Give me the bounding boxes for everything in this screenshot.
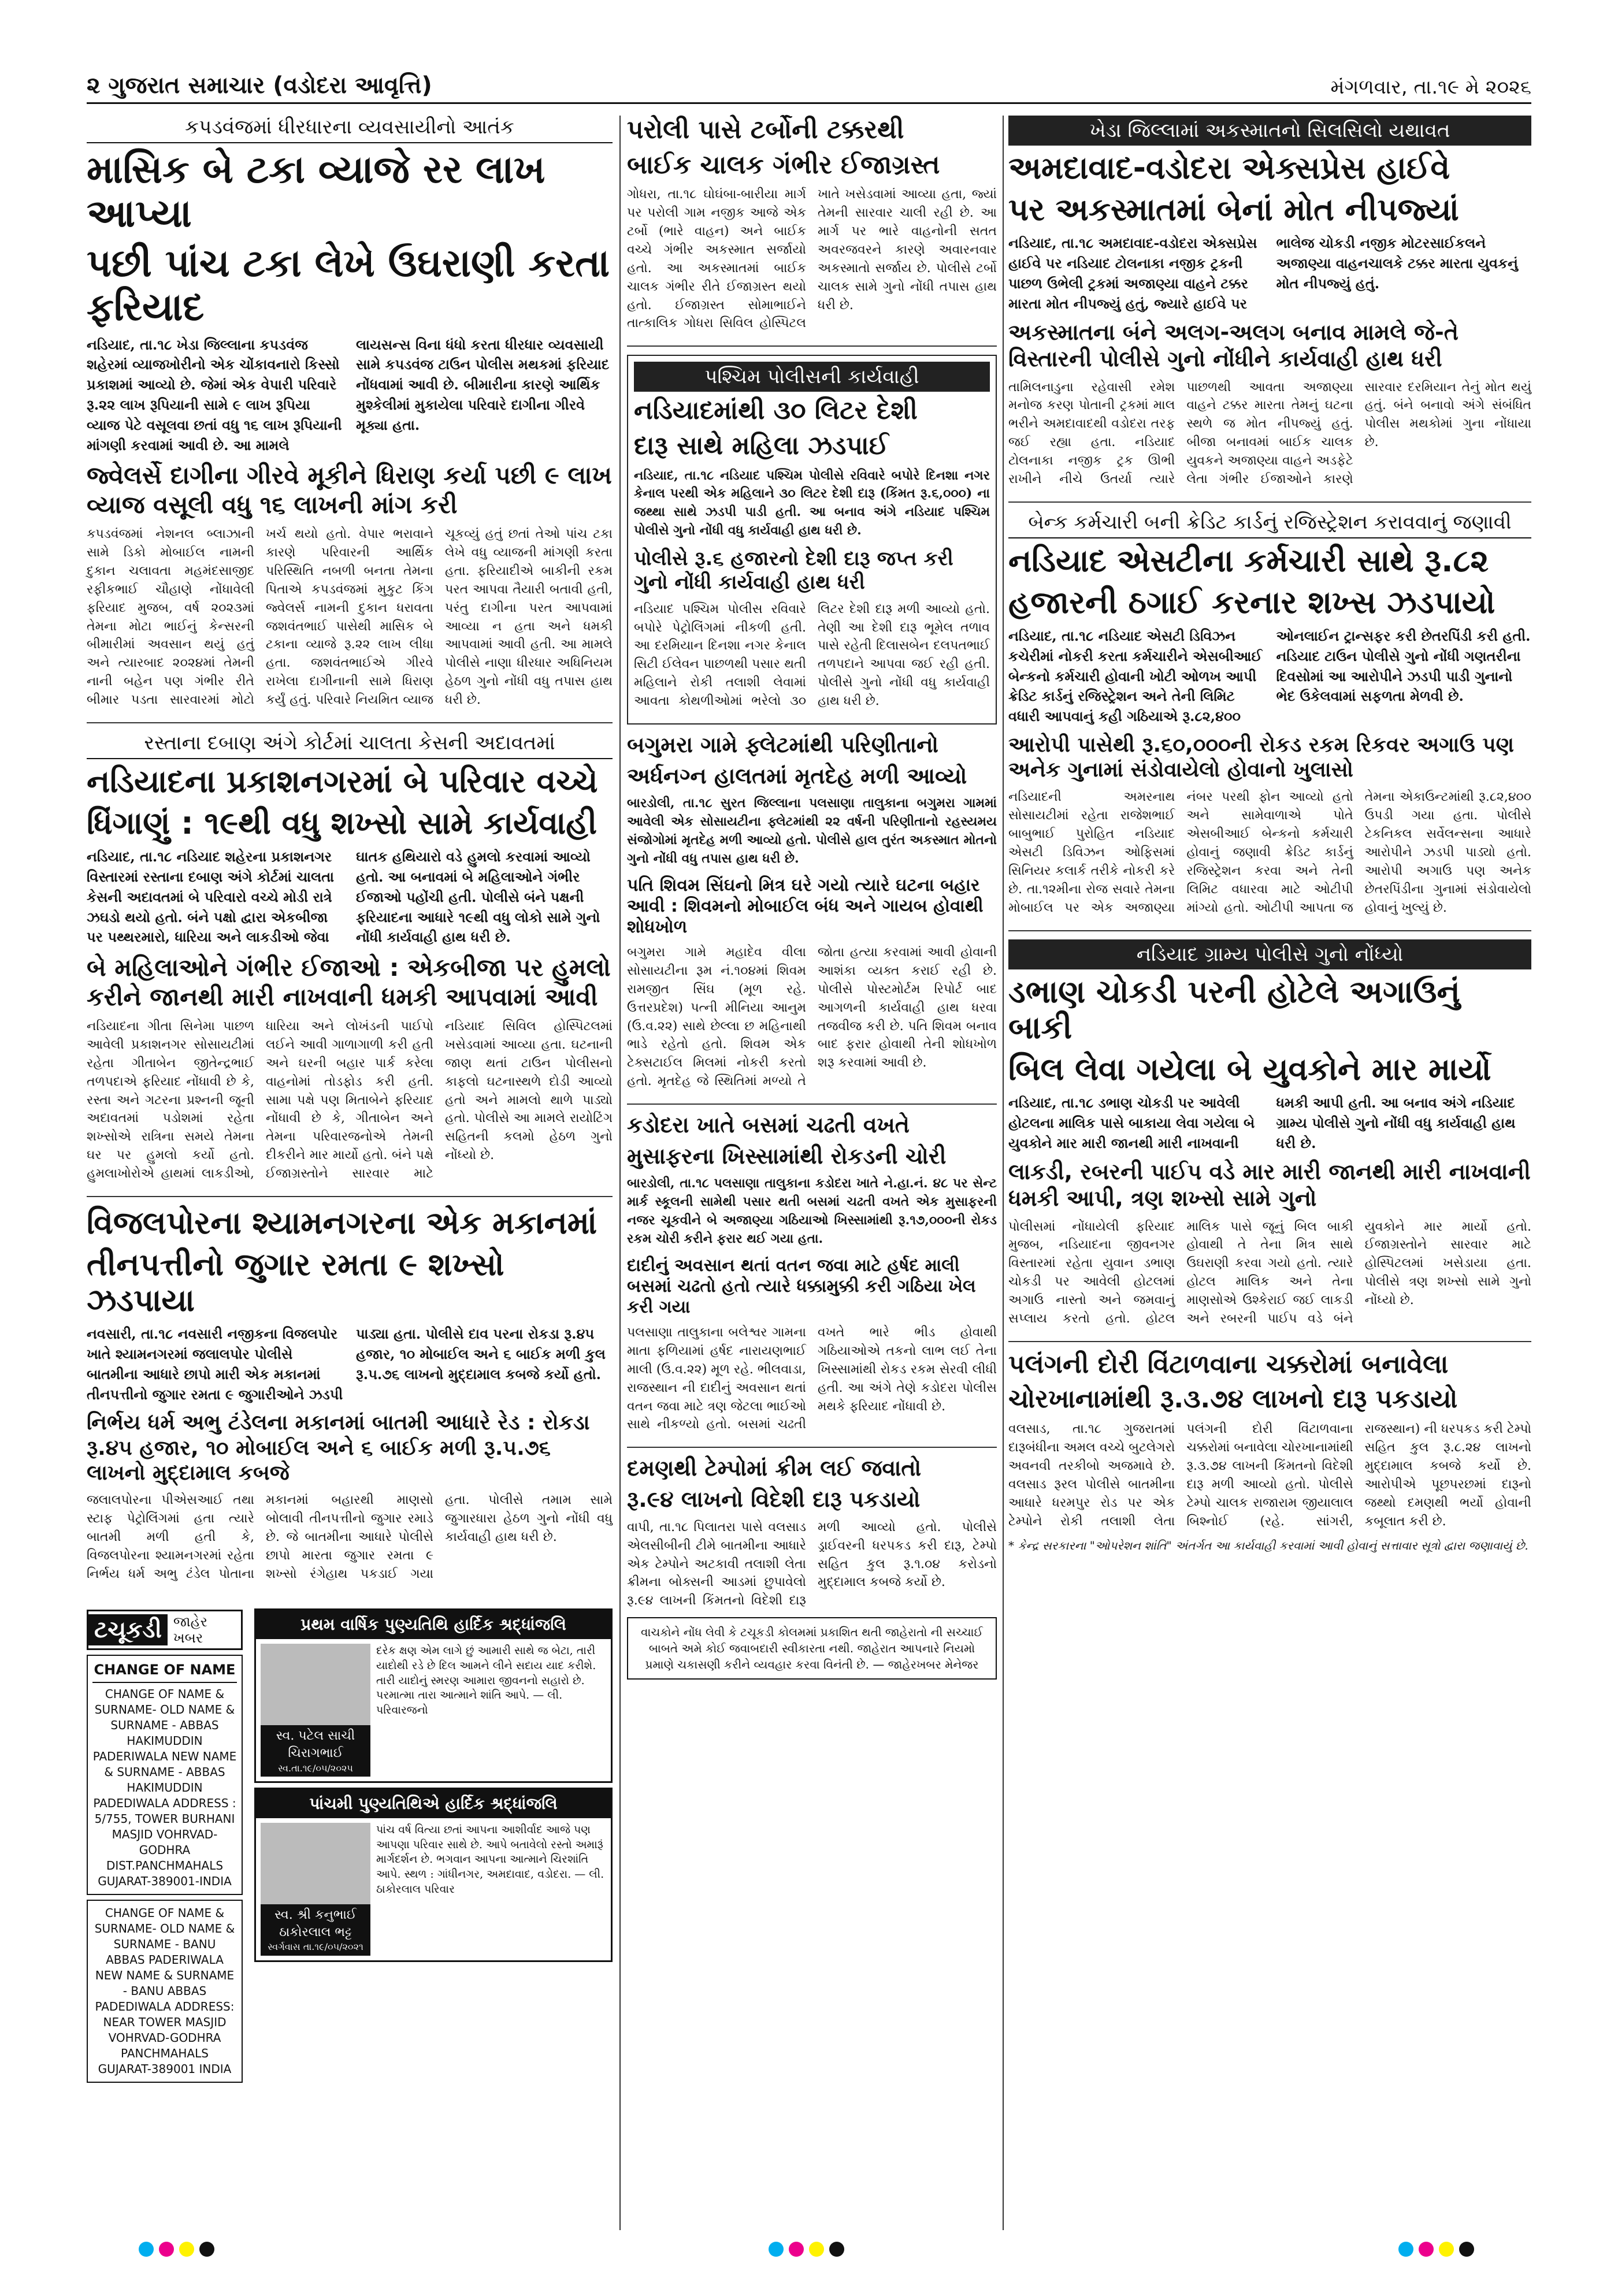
headline: પરોલી પાસે ટર્બોની ટક્કરથી bbox=[627, 115, 904, 144]
subheadline: આરોપી પાસેથી રૂ.૬૦,૦૦૦ની રોકડ રકમ રિકવર અગાઉ પણ અનેક ગુનામાં સંડોવાયેલો હોવાનો ખુલાસો bbox=[1008, 733, 1515, 782]
story-vijalpor bbox=[87, 1205, 613, 1596]
kicker: નડિયાદ ગ્રામ્ય પોલીસે ગુનો નોંધ્યો bbox=[1008, 939, 1531, 969]
headline: રૂ.૯૪ લાખનો વિદેશી દારૂ પકડાયો bbox=[627, 1487, 921, 1513]
color-bar-magenta-icon bbox=[1419, 2242, 1434, 2257]
classified-title: CHANGE OF NAME bbox=[92, 1660, 237, 1682]
classifieds-logo bbox=[87, 1610, 243, 1650]
memorial-name: સ્વ. પટેલ સાચી ચિરાગભાઈ bbox=[276, 1729, 355, 1760]
story-body: ગોધરા, તા.૧૮ ઘોઘંબા-બારીયા માર્ગ પર પરોલી ગામ નજીક આજે એક ટર્બો (ભારે વાહન) અને બાઈક વચ્ચે ગંભીર અકસ્માત સર્જાયો હતો. આ અકસ્માતમાં બાઈક ચાલક ગંભીર રીતે ઈજાગ્રસ્ત થયો હતો. ઈજાગ્રસ્ત સોમાભાઈને તાત્કાલિક ગોધરા સિવિલ હોસ્પિટલ ખાતે ખસેડવામાં આવ્યા હતા, જ્યાં તેમની સારવાર ચાલી રહી છે. આ માર્ગ પર ભારે વાહનોની સતત અવરજવરને કારણે અવારનવાર અકસ્માતો સર્જાય છે. પોલીસે ટર્બો ચાલક સામે ગુનો નોંધી તપાસ હાથ ધરી છે. bbox=[627, 187, 997, 331]
masthead bbox=[87, 69, 1531, 104]
memorial-title: પ્રથમ વાર્ષિક પુણ્યતિથિ હાર્દિક શ્રદ્ધાંજલિ bbox=[256, 1610, 611, 1639]
subheadline: પતિ શિવમ સિંઘનો મિત્ર ઘરે ગયો ત્યારે ઘટના બહાર આવી : શિવમનો મોબાઈલ બંધ અને ગાયબ હોવાથી શોધખોળ bbox=[627, 875, 984, 937]
kicker: બેન્ક કર્મચારી બની ક્રેડિટ કાર્ડનું રજિસ્ટ્રેશન કરાવવાનું જણાવી bbox=[1008, 511, 1531, 538]
headline: પછી પાંચ ટકા લેખે ઉઘરાણી કરતા ફરિયાદ bbox=[87, 240, 610, 329]
story-body: નડિયાદની અમરનાથ સોસાયટીમાં રહેતા રાજેશભાઈ બાબુભાઈ પુરોહિત નડિયાદ એસટી ડિવિઝન ઓફિસમાં સિનિયર કલાર્ક તરીકે નોકરી કરે છે. તા.૧૨મીના રોજ સવારે તેમના મોબાઈલ પર એક અજાણ્યા નંબર પરથી ફોન આવ્યો હતો અને સામેવાળાએ પોતે એસબીઆઈ બેન્કનો કર્મચારી હોવાનું જણાવી ક્રેડિટ કાર્ડનું રજિસ્ટ્રેશન કરવા અને તેની લિમિટ વધારવા માટે ઓટીપી માંગ્યો હતો. ઓટીપી આપતા જ તેમના એકાઉન્ટમાંથી રૂ.૮૨,૪૦૦ ઉપડી ગયા હતા. પોલીસે ટેકનિકલ સર્વેલન્સના આધારે આરોપીને ઝડપી પાડ્યો હતો. આરોપી અગાઉ પણ અનેક છેતરપિંડીના ગુનામાં સંડોવાયેલો હોવાનું ખુલ્યું છે. bbox=[1008, 790, 1531, 915]
subheadline: લાકડી, રબરની પાઈપ વડે માર મારી જાનથી મારી નાખવાની ધમકી આપી, ત્રણ શખ્સો સામે ગુનો bbox=[1008, 1159, 1531, 1211]
headline: હજારની ઠગાઈ કરનાર શખ્સ ઝડપાયો bbox=[1008, 584, 1495, 621]
classifieds-logo-text: ટચૂકડી bbox=[88, 1614, 168, 1645]
color-bar-black-icon bbox=[1459, 2242, 1474, 2257]
classified-ad bbox=[87, 1900, 243, 2083]
portrait-photo bbox=[261, 1823, 370, 1956]
headline: માસિક બે ટકા વ્યાજે રર લાખ આપ્યા bbox=[87, 147, 545, 236]
column-rule-1 bbox=[619, 116, 621, 2230]
story-lead: નડિયાદ, તા.૧૮ ડભાણ ચોકડી પર આવેલી હોટલના માલિક પાસે બાકાયા લેવા ગયેલા બે યુવકોને માર મારી જાનથી મારી નાખવાની ધમકી આપી હતી. આ બનાવ અંગે નડિયાદ ગ્રામ્ય પોલીસે ગુનો નોંધી વધુ કાર્યવાહી હાથ ધરી છે. bbox=[1008, 1094, 1516, 1151]
story-body: બગુમરા ગામે મહાદેવ વીલા સોસાયટીના રૂમ નં.૧૦૪માં શિવમ રામજીત સિંઘ (મૂળ રહે. ઉત્તરપ્રદેશ) પત્ની મીનિયા આનુમ (ઉ.વ.૨૨) સાથે છેલ્લા છ મહિનાથી ભાડે રહેતો હતો. શિવમ એક ટેક્સટાઈલ મિલમાં નોકરી કરતો હતો. મૃતદેહ જે સ્થિતિમાં મળ્યો તે જોતા હત્યા કરવામાં આવી હોવાની આશંકા વ્યક્ત કરાઈ રહી છે. પોલીસે પોસ્ટમોર્ટમ રિપોર્ટ બાદ આગળની કાર્યવાહી હાથ ધરવા તજવીજ કરી છે. પતિ શિવમ બનાવ બાદ ફરાર હોવાથી તેની શોધખોળ શરૂ કરવામાં આવી છે. bbox=[627, 945, 997, 1089]
story-daman-tempo bbox=[627, 1456, 997, 1685]
memorial-notice bbox=[254, 1788, 613, 1962]
color-bar-black-icon bbox=[199, 2242, 214, 2257]
headline: નડિયાદના પ્રકાશનગરમાં બે પરિવાર વચ્ચે bbox=[87, 763, 598, 800]
subheadline: પોલીસે રૂ.૬ હજારનો દેશી દારૂ જપ્ત કરી ગુનો નોંધી કાર્યવાહી હાથ ધરી bbox=[634, 547, 953, 594]
story-lead: બારડોલી, તા.૧૮ સુરત જિલ્લાના પલસાણા તાલુકાના બગુમરા ગામમાં આવેલી એક સોસાયટીના ફ્લેટમાંથી ૨૨ વર્ષની પરિણીતાનો રહસ્યમય સંજોગોમાં મૃતદેહ મળી આવ્યો હતો. પોલીસે હાલ તુરંત અકસ્માત મોતનો ગુનો નોંધી વધુ તપાસ હાથ ધરી છે. bbox=[627, 796, 997, 867]
advertiser-notice: વાચકોને નોંધ લેવી કે ટચૂકડી કોલમમાં પ્રકાશિત થતી જાહેરાતો ની સચ્ચાઈ બાબતે અમે કોઈ જવાબદારી સ્વીકારતા નથી. જાહેરાત આપનારે નિયમો પ્રમાણે ચકાસણી કરીને વ્યવહાર કરવા વિનંતી છે. — જાહેરખબર મેનેજર bbox=[627, 1617, 997, 1680]
story-expressway bbox=[1008, 116, 1531, 503]
story-nadiad-liquor bbox=[627, 355, 997, 725]
memorial-name: સ્વ. શ્રી કનુભાઈ ઠાકોરલાલ ભટ્ટ bbox=[274, 1908, 357, 1940]
color-bar-cyan-icon bbox=[139, 2242, 154, 2257]
story-dabhan-hotel bbox=[1008, 939, 1531, 1342]
headline: નડિયાદમાંથી ૩૦ લિટર દેશી bbox=[634, 396, 918, 426]
story-body: નડિયાદ પશ્ચિમ પોલીસ રવિવારે બપોરે પેટ્રોલિંગમાં નીકળી હતી. આ દરમિયાન દિનશા નગર કેનાલ સિટી ઈલેવન પાછળથી પસાર થતી મહિલાને રોકી તલાશી લેવામાં આવતા કોથળીઓમાં ભરેલો ૩૦ લિટર દેશી દારૂ મળી આવ્યો હતો. તેણી આ દેશી દારૂ ભૂમેલ તળાવ પાસે રહેતી દિલાસબેન દલપતભાઈ તળપદાને આપવા જઈ રહી હતી. પોલીસે ગુનો નોંધી વધુ કાર્યવાહી હાથ ધરી છે. bbox=[634, 601, 990, 709]
headline: દારૂ સાથે મહિલા ઝડપાઈ bbox=[634, 430, 889, 460]
story-kapadvanj bbox=[87, 116, 613, 723]
memorial-notice bbox=[254, 1608, 613, 1783]
story-body: વલસાડ, તા.૧૮ ગુજરાતમાં દારૂબંધીના અમલ વચ્ચે બુટલેગરો અવનવી તરકીબો અજમાવે છે. વલસાડ રૂરલ પોલીસે બાતમીના આધારે ધરમપુર રોડ પર એક ટેમ્પોને રોકી તલાશી લેતા પલંગની દોરી વિંટાળવાના ચક્કરોમાં બનાવેલા ચોરખાનામાંથી રૂ.૩.૭૪ લાખની કિંમતનો વિદેશી દારૂ મળી આવ્યો હતો. પોલીસે ટેમ્પો ચાલક રાજારામ જીયાલાલ બિશ્નોઈ (રહે. સાંગરી, રાજસ્થાન) ની ધરપકડ કરી ટેમ્પો સહિત કુલ રૂ.૮.૨૪ લાખનો મુદ્દામાલ કબજે કર્યો છે. આરોપીએ પૂછપરછમાં દારૂનો જથ્થો દમણથી ભર્યો હોવાની કબૂલાત કરી છે. bbox=[1008, 1422, 1531, 1529]
column-right bbox=[1008, 116, 1531, 1575]
subheadline: બે મહિલાઓને ગંભીર ઈજાઓ : એકબીજા પર હુમલો કરીને જાનથી મારી નાખવાની ધમકી આપવામાં આવી bbox=[87, 953, 611, 1011]
subheadline: દાદીનું અવસાન થતાં વતન જવા માટે હર્ષદ માલી બસમાં ચઢતો હતો ત્યારે ધક્કામુક્કી કરી ગઠિયા ખેલ કરી ગયા bbox=[627, 1255, 976, 1317]
classified-ad bbox=[87, 1655, 243, 1894]
story-lead: બારડોલી, તા.૧૮ પલસાણા તાલુકાના કડોદરા ખાતે ને.હા.નં. ૪૮ પર સેન્ટ માર્ક સ્કૂલની સામેથી પસાર થતી બસમાં ચઢતી વખતે એક મુસાફરની નજર ચૂકવીને બે અજાણ્યા ગઠિયાઓ ખિસ્સામાંથી રૂ.૧૭,૦૦૦ની રોકડ રકમ ચોરી કરીને ફરાર થઈ ગયા હતા. bbox=[627, 1176, 997, 1247]
memorial-date: સ્વ.તા.૧૯/૦૫/૨૦૨૫ bbox=[278, 1762, 353, 1774]
memorial-date: સ્વર્ગવાસ તા.૧૯/૦૫/૨૦૨૧ bbox=[268, 1941, 363, 1953]
color-bar-magenta-icon bbox=[789, 2242, 804, 2257]
story-body: પોલીસમાં નોંધાયેલી ફરિયાદ મુજબ, નડિયાદના જીવનગર વિસ્તારમાં રહેતા યુવાન ડભાણ ચોકડી પર આવેલી હોટલમાં અગાઉ નાસ્તો અને જમવાનું સપ્લાય કરતો હતો. હોટલ માલિક પાસે જૂનું બિલ બાકી હોવાથી તે તેના મિત્ર સાથે ઉઘરાણી કરવા ગયો હતો. ત્યારે હોટલ માલિક અને તેના માણસોએ ઉશ્કેરાઈ જઈ લાકડી અને રબરની પાઈપ વડે બંને યુવકોને માર માર્યો હતો. ઈજાગ્રસ્તોને સારવાર માટે હોસ્પિટલમાં ખસેડાયા હતા. પોલીસે ત્રણ શખ્સો સામે ગુનો નોંધ્યો છે. bbox=[1008, 1219, 1531, 1326]
story-st-employee bbox=[1008, 511, 1531, 931]
color-bar-black-icon bbox=[829, 2242, 844, 2257]
headline: કડોદરા ખાતે બસમાં ચઢતી વખતે bbox=[627, 1112, 910, 1138]
color-bar-cyan-icon bbox=[1398, 2242, 1413, 2257]
memorial-column bbox=[254, 1604, 613, 2082]
classifieds-logo-sub: જાહેર ખબર bbox=[173, 1614, 208, 1647]
issue-date: મંગળવાર, તા.૧૯ મે ૨૦૨૬ bbox=[1330, 76, 1531, 99]
classified-column bbox=[87, 1604, 243, 2082]
headline: બગુમરા ગામે ફ્લેટમાંથી પરિણીતાનો bbox=[627, 732, 939, 757]
headline: તીનપત્તીનો જુગાર રમતા ૯ શખ્સો ઝડપાયા bbox=[87, 1246, 504, 1319]
story-body: વાપી, તા.૧૮ પિલાતરા પાસે વલસાડ એલસીબીની ટીમે બાતમીના આધારે એક ટેમ્પોને અટકાવી તલાશી લેતા ક્રીમના બોક્સની આડમાં છુપાવેલો રૂ.૯૪ લાખની કિંમતનો વિદેશી દારૂ મળી આવ્યો હતો. પોલીસે ડ્રાઈવરની ધરપકડ કરી દારૂ, ટેમ્પો સહિત કુલ રૂ.૧.૦૪ કરોડનો મુદ્દામાલ કબજે કર્યો છે. bbox=[627, 1519, 997, 1608]
color-bar-cyan-icon bbox=[769, 2242, 784, 2257]
classified-text: CHANGE OF NAME & SURNAME- OLD NAME & SURNAME - ABBAS HAKIMUDDIN PADERIWALA NEW NAME & SURNAME - ABBAS HAKIMUDDIN PADEDIWALA ADDRESS : 5/755, TOWER BURHANI MASJID VOHRVAD-GODHRA DIST.PANCHMAHALS GUJARAT-389001-INDIA bbox=[92, 1686, 237, 1888]
headline: પલંગની દોરી વિંટાળવાના ચક્કરોમાં બનાવેલા bbox=[1008, 1349, 1449, 1379]
headline: ધિંગાણું : ૧૯થી વધુ શખ્સો સામે કાર્યવાહી bbox=[87, 805, 598, 842]
color-bar-yellow-icon bbox=[1439, 2242, 1454, 2257]
story-lead: નડિયાદ, તા.૧૮ નડિયાદ પશ્ચિમ પોલીસે રવિવારે બપોરે દિનશા નગર કેનાલ પરથી એક મહિલાને ૩૦ લિટર દેશી દારૂ (કિંમત રૂ.૬,૦૦૦) ના જથ્થા સાથે ઝડપી પાડી હતી. આ બનાવ અંગે નડિયાદ પશ્ચિમ પોલીસે ગુનો નોંધી વધુ કાર્યવાહી હાથ ધરી છે. bbox=[634, 467, 990, 538]
headline: બિલ લેવા ગયેલા બે યુવકોને માર માર્યો bbox=[1008, 1050, 1491, 1087]
memorial-text: પાંચ વર્ષ વિત્યા છતાં આપના આશીર્વાદ આજે પણ આપણા પરિવાર સાથે છે. આપે બતાવેલો રસ્તો અમારૂં માર્ગદર્શન છે. ભગવાન આપના આત્માને ચિરશાંતિ આપે. સ્થળ : ગાંધીનગર, અમદાવાદ, વડોદરા. — લી. ઠાકોરલાલ પરિવાર bbox=[376, 1823, 604, 1896]
color-bar-yellow-icon bbox=[179, 2242, 194, 2257]
headline: મુસાફરના ખિસ્સામાંથી રોકડની ચોરી bbox=[627, 1143, 947, 1169]
headline: દમણથી ટેમ્પોમાં ક્રીમ લઈ જવાતો bbox=[627, 1455, 922, 1481]
subheadline: અકસ્માતના બંને અલગ-અલગ બનાવ મામલે જે-તે વિસ્તારની પોલીસે ગુનો નોંધીને કાર્યવાહી હાથ ધરી bbox=[1008, 319, 1459, 371]
story-paroli bbox=[627, 116, 997, 347]
headline: અમદાવાદ-વડોદરા એક્સપ્રેસ હાઈવે bbox=[1008, 150, 1450, 186]
story-footnote: * કેન્દ્ર સરકારના "ઓપરેશન શાંતિ" અંતર્ગત આ કાર્યવાહી કરવામાં આવી હોવાનું સત્તાવાર સૂત્રો દ્વારા જણાવાયું છે. bbox=[1008, 1539, 1528, 1553]
story-body: પલસાણા તાલુકાના બલેશ્વર ગામના માતા ફળિયામાં હર્ષદ નારાયણભાઈ માલી (ઉ.વ.૨૨) મૂળ રહે. ભીલવાડા, રાજસ્થાન ની દાદીનું અવસાન થતાં વતન જવા માટે ત્રણ જેટલા ભાઈઓ સાથે નીકળ્યો હતો. બસમાં ચઢતી વખતે ભારે ભીડ હોવાથી ગઠિયાઓએ તકનો લાભ લઈ તેના ખિસ્સામાંથી રોકડ રકમ સેરવી લીધી હતી. આ અંગે તેણે કડોદરા પોલીસ મથકે ફરિયાદ નોંધાવી છે. bbox=[627, 1325, 997, 1432]
headline: નડિયાદ એસટીના કર્મચારી સાથે રૂ.૮૨ bbox=[1008, 542, 1489, 579]
subheadline: જ્વેલર્સે દાગીના ગીરવે મૂકીને ધિરાણ કર્યા પછી ૯ લાખ વ્યાજ વસૂલી વધુ ૧૬ લાખની માંગ કરી bbox=[87, 461, 612, 519]
kicker: ખેડા જિલ્લામાં અકસ્માતનો સિલસિલો યથાવત bbox=[1008, 116, 1531, 146]
classified-text: CHANGE OF NAME & SURNAME- OLD NAME & SURNAME - BANU ABBAS PADERIWALA NEW NAME & SURNAME - BANU ABBAS PADEDIWALA ADDRESS: NEAR TOWER MASJID VOHRVAD-GODHRA PANCHMAHALS GUJARAT-389001 INDIA bbox=[94, 1905, 235, 2076]
paper-title: ૨ ગુજરાત સમાચાર (વડોદરા આવૃત્તિ) bbox=[87, 72, 432, 99]
story-lead: નડિયાદ, તા.૧૮ અમદાવાદ-વડોદરા એક્સપ્રેસ હાઈવે પર નડિયાદ ટોલનાકા નજીક ટ્રકની પાછળ ઉભેલી ટ્રકમાં અજાણ્યા વાહને ટક્કર મારતા મોત નીપજ્યું હતું, જ્યારે હાઈવે પર ભાલેજ ચોકડી નજીક મોટરસાઈકલને અજાણ્યા વાહનચાલકે ટક્કર મારતા યુવકનું મોત નીપજ્યું હતું. bbox=[1008, 235, 1518, 312]
memorial-title: પાંચમી પુણ્યતિથિએ હાર્દિક શ્રદ્ધાંજલિ bbox=[256, 1789, 611, 1818]
story-body: તામિલનાડુના રહેવાસી રમેશ મનોજ કરણ પોતાની ટ્રકમાં માલ ભરીને અમદાવાદથી વડોદરા તરફ જઈ રહ્યા હતા. નડિયાદ ટોલનાકા નજીક ટ્રક ઊભી રાખીને નીચે ઉતર્યા ત્યારે પાછળથી આવતા અજાણ્યા વાહને ટક્કર મારતા તેમનું ઘટના સ્થળે જ મોત નીપજ્યું હતું. બીજા બનાવમાં બાઈક ચાલક યુવકને અજાણ્યા વાહને અડફેટે લેતા ગંભીર ઈજાઓને કારણે સારવાર દરમિયાન તેનું મોત થયું હતું. બંને બનાવો અંગે સંબંધિત પોલીસ મથકોમાં ગુના નોંધાયા છે. bbox=[1008, 380, 1531, 487]
story-prakashnagar bbox=[87, 731, 613, 1197]
kicker: પશ્ચિમ પોલીસની કાર્યવાહી bbox=[634, 362, 990, 392]
column-left bbox=[87, 116, 613, 2083]
story-lead: નડિયાદ, તા.૧૮ નડિયાદ એસટી ડિવિઝન કચેરીમાં નોકરી કરતા કર્મચારીને એસબીઆઈ બેન્કનો કર્મચારી હોવાની ખોટી ઓળખ આપી ક્રેડિટ કાર્ડનું રજિસ્ટ્રેશન અને તેની લિમિટ વધારી આપવાનું કહી ગઠિયાએ રૂ.૮૨,૪૦૦ ઓનલાઈન ટ્રાન્સફર કરી છેતરપિંડી કરી હતી. નડિયાદ ટાઉન પોલીસે ગુનો નોંધી ગણતરીના દિવસોમાં આ આરોપીને ઝડપી પાડી ગુનાનો ભેદ ઉકેલવામાં સફળતા મેળવી છે. bbox=[1008, 627, 1531, 725]
story-body: કપડવંજમાં નેશનલ બ્લાઝાની સામે ડિકો મોબાઈલ નામની દુકાન ચલાવતા મહમંદસાજીદ રફીકભાઈ ચૌહાણે નોંધાવેલી ફરિયાદ મુજબ, વર્ષ ૨૦૨૩માં તેમના મોટા ભાઈનું કેન્સરની બીમારીમાં અવસાન થયું હતું અને ત્યારબાદ ૨૦૨૪માં તેમની નાની બહેન પણ ગંભીર રીતે બીમાર પડતા સારવારમાં મોટો ખર્ચ થયો હતો. વેપાર ભરાવાને કારણે પરિવારની આર્થિક પરિસ્થિતિ નબળી બનતા તેમના પિતાએ કપડવંજમાં મુકુટ કિંગ જ્વેલર્સ નામની દુકાન ધરાવતા જશવંતભાઈ પાસેથી માસિક બે ટકાના વ્યાજે રૂ.૨૨ લાખ લીધા હતા. જશવંતભાઈએ ગીરવે રાખેલા દાગીનાની સામે ધિરાણ કર્યું હતું. પરિવારે નિયમિત વ્યાજ ચૂકવ્યું હતું છતાં તેઓ પાંચ ટકા લેખે વધુ વ્યાજની માંગણી કરતા હતા. ફરિયાદીએ બાકીની રકમ પરત આપવા તૈયારી બતાવી હતી, પરંતુ દાગીના પરત આપવામાં આવ્યા ન હતા અને ધમકી આપવામાં આવી હતી. આ મામલે પોલીસે નાણા ધીરધાર અધિનિયમ હેઠળ ગુનો નોંધી વધુ તપાસ હાથ ધરી છે. bbox=[87, 527, 613, 708]
headline: બાઈક ચાલક ગંભીર ઈજાગ્રસ્ત bbox=[627, 150, 940, 180]
headline: પર અકસ્માતમાં બેનાં મોત નીપજ્યાં bbox=[1008, 191, 1459, 228]
column-rule-2 bbox=[1003, 116, 1004, 2230]
kicker: કપડવંજમાં ધીરધારના વ્યવસાયીનો આતંક bbox=[87, 116, 613, 143]
column-middle bbox=[627, 116, 997, 1693]
story-kadodara bbox=[627, 1113, 997, 1448]
color-bar-yellow-icon bbox=[809, 2242, 824, 2257]
story-bagumara bbox=[627, 733, 997, 1105]
story-body: નડિયાદના ગીતા સિનેમા પાછળ આવેલી પ્રકાશનગર સોસાયટીમાં રહેતા ગીતાબેન જીતેન્દ્રભાઈ તળપદાએ ફરિયાદ નોંધાવી છે કે, રસ્તા અને ગટરના પ્રશ્નની જૂની અદાવતમાં પડોશમાં રહેતા શખ્સોએ રાત્રિના સમયે તેમના ઘર પર હુમલો કર્યો હતો. હુમલાખોરોએ હાથમાં લાકડીઓ, ધારિયા અને લોખંડની પાઈપો લઈને આવી ગાળાગાળી કરી હતી અને ઘરની બહાર પાર્ક કરેલા વાહનોમાં તોડફોડ કરી હતી. સામા પક્ષે પણ મિતાબેને ફરિયાદ નોંધાવી છે કે, ગીતાબેન અને તેમના પરિવારજનોએ તેમની દીકરીને માર માર્યો હતો. બંને પક્ષે ઈજાગ્રસ્તોને સારવાર માટે નડિયાદ સિવિલ હોસ્પિટલમાં ખસેડવામાં આવ્યા હતા. ઘટનાની જાણ થતાં ટાઉન પોલીસનો કાફલો ઘટનાસ્થળે દોડી આવ્યો હતો અને મામલો થાળે પાડ્યો હતો. પોલીસે આ મામલે રાયોટિંગ સહિતની કલમો હેઠળ ગુનો નોંધ્યો છે. bbox=[87, 1019, 613, 1182]
story-lead: નડિયાદ, તા.૧૮ ખેડા જિલ્લાના કપડવંજ શહેરમાં વ્યાજખોરીનો એક ચોંકાવનારો કિસ્સો પ્રકાશમાં આવ્યો છે. જેમાં એક વેપારી પરિવારે રૂ.૨૨ લાખ રૂપિયાની સામે ૯ લાખ રૂપિયા વ્યાજ પેટે વસૂલવા છતાં વધુ ૧૬ લાખ રૂપિયાની માંગણી કરવામાં આવી છે. આ મામલે લાયસન્સ વિના ધંધો કરતા ધીરધાર વ્યવસાયી સામે કપડવંજ ટાઉન પોલીસ મથકમાં ફરિયાદ નોંધવામાં આવી છે. બીમારીના કારણે આર્થિક મુશ્કેલીમાં મુકાયેલા પરિવારે દાગીના ગીરવે મૂક્યા હતા. bbox=[87, 336, 610, 454]
subheadline: નિર્ભય ધર્મ અભુ ટંડેલના મકાનમાં બાતમી આધારે રેડ : રોકડા રૂ.૪૫ હજાર, ૧૦ મોબાઈલ અને ૬ બાઈક મળી રૂ.૫.૭૬ લાખનો મુદ્દામાલ કબજે bbox=[87, 1411, 590, 1485]
headline: ડભાણ ચોકડી પરની હોટેલે અગાઉનું બાકી bbox=[1008, 973, 1460, 1046]
color-bar-magenta-icon bbox=[159, 2242, 174, 2257]
print-registration-marks bbox=[0, 2242, 1618, 2265]
story-valsad-liquor bbox=[1008, 1350, 1531, 1567]
story-body: જલાલપોરના પીએસઆઈ તથા સ્ટાફ પેટ્રોલિંગમાં હતા ત્યારે બાતમી મળી હતી કે, વિજલપોરના શ્યામનગરમાં રહેતા નિર્ભય ધર્મ અભુ ટંડેલ પોતાના મકાનમાં બહારથી માણસો બોલાવી તીનપત્તીનો જુગાર રમાડે છે. જે બાતમીના આધારે પોલીસે છાપો મારતા જુગાર રમતા ૯ શખ્સો રંગેહાથ પકડાઈ ગયા હતા. પોલીસે તમામ સામે જુગારધારા હેઠળ ગુનો નોંધી વધુ કાર્યવાહી હાથ ધરી છે. bbox=[87, 1493, 613, 1581]
story-lead: નડિયાદ, તા.૧૮ નડિયાદ શહેરના પ્રકાશનગર વિસ્તારમાં રસ્તાના દબાણ અંગે કોર્ટમાં ચાલતા કેસની અદાવતમાં બે પરિવારો વચ્ચે મોડી રાત્રે ઝઘડો થયો હતો. બંને પક્ષો દ્વારા એકબીજા પર પથ્થરમારો, ધારિયા અને લાકડીઓ જેવા ઘાતક હથિયારો વડે હુમલો કરવામાં આવ્યો હતો. આ બનાવમાં બે મહિલાઓને ગંભીર ઈજાઓ પહોંચી હતી. પોલીસે બંને પક્ષની ફરિયાદના આધારે ૧૯થી વધુ લોકો સામે ગુનો નોંધી કાર્યવાહી હાથ ધરી છે. bbox=[87, 848, 600, 946]
portrait-photo bbox=[261, 1644, 370, 1777]
headline: અર્ધનગ્ન હાલતમાં મૃતદેહ મળી આવ્યો bbox=[627, 763, 967, 789]
classified-area bbox=[87, 1604, 613, 2082]
story-lead: નવસારી, તા.૧૮ નવસારી નજીકના વિજલપોર ખાતે શ્યામનગરમાં જલાલપોર પોલીસે બાતમીના આધારે છાપો મારી એક મકાનમાં તીનપત્તીનો જુગાર રમતા ૯ જુગારીઓને ઝડપી પાડ્યા હતા. પોલીસે દાવ પરના રોકડા રૂ.૪૫ હજાર, ૧૦ મોબાઈલ અને ૬ બાઈક મળી કુલ રૂ.૫.૭૬ લાખનો મુદ્દામાલ કબજે કર્યો હતો. bbox=[87, 1325, 606, 1403]
kicker: રસ્તાના દબાણ અંગે કોર્ટમાં ચાલતા કેસની અદાવતમાં bbox=[87, 731, 613, 759]
headline: ચોરખાનામાંથી રૂ.૩.૭૪ લાખનો દારૂ પકડાયો bbox=[1008, 1384, 1458, 1414]
headline: વિજલપોરના શ્યામનગરના એક મકાનમાં bbox=[87, 1205, 598, 1241]
memorial-text: દરેક ક્ષણ એમ લાગે છું આમારી સાથે જ બેટા, તારી યાદોથી રડે છે દિલ આમને લીને સદાય યાદ કરીશે. તારી યાદોનું સ્મરણ આમારા જીવનનો સહારો છે. પરમાત્મા તારા આત્માને શાંતિ આપે. — લી. પરિવારજનો bbox=[376, 1644, 596, 1717]
